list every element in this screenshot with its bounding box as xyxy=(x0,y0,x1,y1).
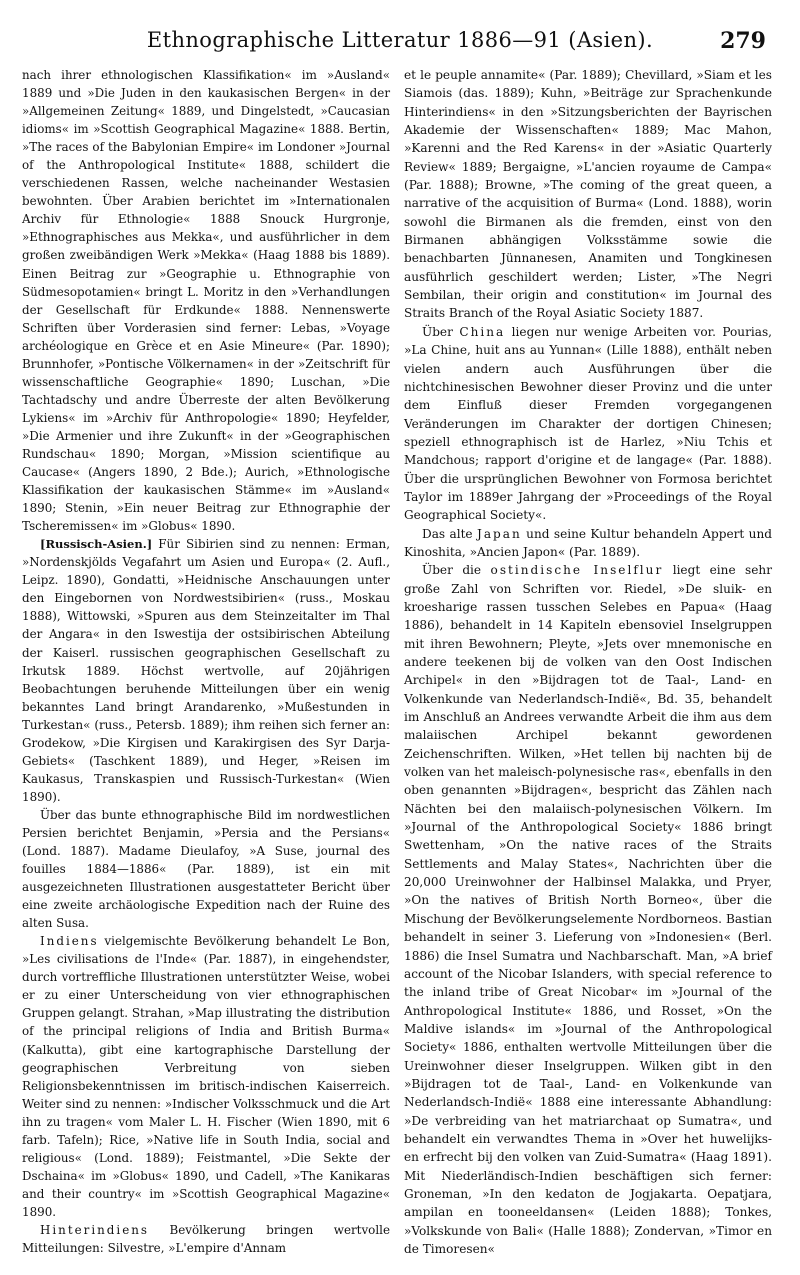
paragraph-pre: Über die xyxy=(422,563,491,578)
running-title: Ethnographische Litteratur 1886—91 (Asien). xyxy=(146,28,654,52)
paragraph-text: liegt eine sehr große Zahl von Schriften vor. Riedel, »De sluik- en kroesharige rassen tusschen Selebes en Papua« (Haag 1886), behandelt in 14 Kapiteln ebensoviel Inselgruppen mit ihren Bewohnern; Pleyte, »Jets over mnemonische en andere teekenen bij de volken van den Oost Indischen Archipel« in den »Bijdragen tot de Taal-, Land- en Volkenkunde van Nederlandsch-Indië«, Bd. 35, behandelt im Anschluß an Andrees verwandte Arbeit die ihm aus dem malaiischen Archipel bekannt gewordenen Zeichenschriften. Wilken, »Het tellen bij nachten bij de volken van het maleisch-polynesische ras«, ebenfalls in den oben genannten »Bijdragen«, bespricht das Zählen nach Nächten bei den malaiisch-polynesischen Völkern. Im »Journal of the Anthropological Society« 1886 bringt Swettenham, »On the native races of the Straits Settlements and Malay States«, Nachrichten über die 20,000 Ureinwohner der Halbinsel Malakka, und Pryer, »On the natives of British North Borneo«, über die Mischung der Bevölkerungselemente Nordborneos. Bastian behandelt in seiner 3. Lieferung von »Indonesien« (Berl. 1886) die Insel Sumatra und Nachbarschaft. Man, »A brief account of the Nicobar Islanders, with special reference to the inland tribe of Great Nicobar« im »Journal of the Anthropological Institute« 1886, und Rosset, »On the Maldive islands« im »Journal of the Anthropological Society« 1886, enthalten wertvolle Mitteilungen über die Ureinwohner dieser Inselgruppen. Wilken gibt in den »Bijdragen tot de Taal-, Land- en Volkenkunde van Nederlandsch-Indië« 1888 eine interessante Abhandlung: »De verbreiding van het matriarchaat op Sumatra«, und behandelt ein verwandtes Thema in »Over het huwelijks- en erfrecht bij den volken van Zuid-Sumatra« (Haag 1891). Mit Niederländisch-Indien beschäftigen sich ferner: Groneman, »In den kedaton de Jogjakarta. Oepatjara, ampilan en tooneeldansen« (Leiden 1888); Tonkes, »Volkskunde von Bali« (Halle 1888); Zondervan, »Timor en de Timoresen« xyxy=(404,563,772,1256)
paragraph-text: Für Sibirien sind zu nennen: Erman, »Nordenskjölds Vegafahrt um Asien und Europa« (2. Aufl., Leipz. 1890), Gondatti, »Heidnische Anschauungen unter den Eingebornen von Nordwestsibirien« (russ., Moskau 1888), Wittowski, »Spuren aus dem Steinzeitalter im Thal der Angara« in den Iswestija der ostsibirischen Abteilung der Kaiserl. russischen geographischen Gesellschaft zu Irkutsk 1889. Höchst wertvolle, auf 20jährigen Beobachtungen beruhende Mitteilungen über ein wenig bekanntes Land bringt Arandarenko, »Mußestunden in Turkestan« (russ., Petersb. 1889); ihm reihen sich ferner an: Grodekow, »Die Kirgisen und Karakirgisen des Syr Darja-Gebiets« (Taschkent 1889), und Heger, »Reisen im Kaukasus, Transkaspien und Russisch-Turkestan« (Wien 1890). xyxy=(22,537,390,804)
section-lead: Indiens xyxy=(40,934,99,949)
page-number: 279 xyxy=(720,28,766,54)
paragraph-text: und seine Kultur behandeln Appert und Kinoshita, »Ancien Japon« (Par. 1889). xyxy=(404,526,772,559)
section-lead: Hinterindiens xyxy=(40,1223,150,1237)
section-lead: China xyxy=(459,324,506,339)
paragraph-hinterindien xyxy=(22,1221,390,1257)
section-tag: [Russisch-Asien.] xyxy=(40,537,153,552)
paragraph-text: vielgemischte Bevölkerung behandelt Le Bon, »Les civilisations de l'Inde« (Par. 1887), in eingehendster, durch vortreffliche Illustrationen unterstützter Weise, wobei er zu einer Unterscheidung von vier ethnographischen Gruppen gelangt. Strahan, »Map illustrating the distribution of the principal religions of India and British Burma« (Kalkutta), gibt eine kartographische Darstellung der geographischen Verbreitung von sieben Religionsbekenntnissen im britisch-indischen Kaiserreich. Weiter sind zu nennen: »Indischer Volksschmuck und die Art ihn zu tragen« vom Maler L. H. Fischer (Wien 1890, mit 6 farb. Tafeln); Rice, »Native life in South India, social and religious« (Lond. 1889); Feistmantel, »Die Sekte der Dschaina« im »Globus« 1890, und Cadell, »The Kanikaras and their country« im »Scottish Geographical Magazine« 1890. xyxy=(22,934,390,1219)
paragraph-russisch-asien xyxy=(22,535,390,806)
paragraph-china xyxy=(404,323,772,525)
running-header xyxy=(0,26,800,60)
paragraph-indien xyxy=(22,932,390,1221)
paragraph-text: liegen nur wenige Arbeiten vor. Pourias, »La Chine, huit ans au Yunnan« (Lille 1888), enthält neben vielen andern auch Ausführungen über die nichtchinesischen Bewohner dieser Provinz und die unter dem Einfluß dieser Fremden vorgegangenen Veränderungen im Charakter der dortigen Chinesen; speziell ethnographisch ist de Harlez, »Niu Tchis et Mandchous; rapport d'origine et de langage« (Par. 1888). Über die ursprünglichen Bewohner von Formosa berichtet Taylor im 1889er Jahrgang der »Proceedings of the Royal Geographical Society«. xyxy=(404,324,772,523)
section-lead: Japan xyxy=(476,526,522,541)
left-column xyxy=(22,66,390,1257)
paragraph xyxy=(404,66,772,323)
paragraph-pre: Über xyxy=(422,324,460,339)
paragraph-persien xyxy=(22,806,390,932)
section-lead: ostindische Inselflur xyxy=(490,563,664,578)
paragraph-inselflur xyxy=(404,561,772,1258)
paragraph-text: et le peuple annamite« (Par. 1889); Chevillard, »Siam et les Siamois (das. 1889); Kuhn, »Beiträge zur Sprachenkunde Hinterindiens« in den »Sitzungsberichten der Bayrischen Akademie der Wissenschaften« 1889; Mac Mahon, »Karenni and the Red Karens« in der »Asiatic Quarterly Review« 1889; Bergaigne, »L'ancien royaume de Campa« (Par. 1888); Browne, »The coming of the great queen, a narrative of the acquisition of Burma« (Lond. 1888), worin sowohl die Birmanen als die fremden, einst von den Birmanen abhängigen Volksstämme sowie die benachbarten Jünnanesen, Anamiten und Tongkinesen ausführlich geschildert werden; Lister, »The Negri Sembilan, their origin and constitution« im Journal des Straits Branch of the Royal Asiatic Society 1887. xyxy=(404,68,772,321)
right-column xyxy=(404,66,772,1258)
paragraph-text: nach ihrer ethnologischen Klassifikation« im »Ausland« 1889 und »Die Juden in den kaukasischen Bergen« in der »Allgemeinen Zeitung« 1889, und Dingelstedt, »Caucasian idioms« im »Scottish Geographical Magazine« 1888. Bertin, »The races of the Babylonian Empire« im Londoner »Journal of the Anthropological Institute« 1888, schildert die verschiedenen Rassen, welche nacheinander Westasien bewohnten. Über Arabien berichtet im »Internationalen Archiv für Ethnologie« 1888 Snouck Hurgronje, »Ethnographisches aus Mekka«, und ausführlicher in dem großen zweibändigen Werk »Mekka« (Haag 1888 bis 1889). Einen Beitrag zur »Geographie u. Ethnographie von Südmesopotamien« bringt L. Moritz in den »Verhandlungen der Gesellschaft für Erdkunde« 1888. Nennenswerte Schriften über Vorderasien sind ferner: Lebas, »Voyage archéologique en Grèce et en Asie Mineure« (Par. 1890); Brunnhofer, »Pontische Völkernamen« in der »Zeitschrift für wissenschaftliche Geographie« 1890; Luschan, »Die Tachtadschy und andre Überreste der alten Bevölkerung Lykiens« im »Archiv für Anthropologie« 1890; Heyfelder, »Die Armenier und ihre Zukunft« in der »Geographischen Rundschau« 1890; Morgan, »Mission scientifique au Caucase« (Angers 1890, 2 Bde.); Aurich, »Ethnologische Klassifikation der kaukasischen Stämme« im »Ausland« 1890; Stenin, »Ein neuer Beitrag zur Ethnographie der Tscheremissen« im »Globus« 1890. xyxy=(22,68,390,534)
paragraph-japan xyxy=(404,525,772,562)
paragraph-text: Bevölkerung bringen wertvolle Mitteilungen: Silvestre, »L'empire d'Annam xyxy=(22,1223,390,1256)
paragraph xyxy=(22,66,390,535)
paragraph-text: Über das bunte ethnographische Bild im nordwestlichen Persien berichtet Benjamin, »Persia and the Persians« (Lond. 1887). Madame Dieulafoy, »A Suse, journal des fouilles 1884—1886« (Par. 1889), ist ein mit ausgezeichneten Illustrationen ausgestatteter Bericht über eine zweite archäologische Expedition nach der Ruine des alten Susa. xyxy=(22,807,390,931)
paragraph-pre: Das alte xyxy=(422,526,477,541)
